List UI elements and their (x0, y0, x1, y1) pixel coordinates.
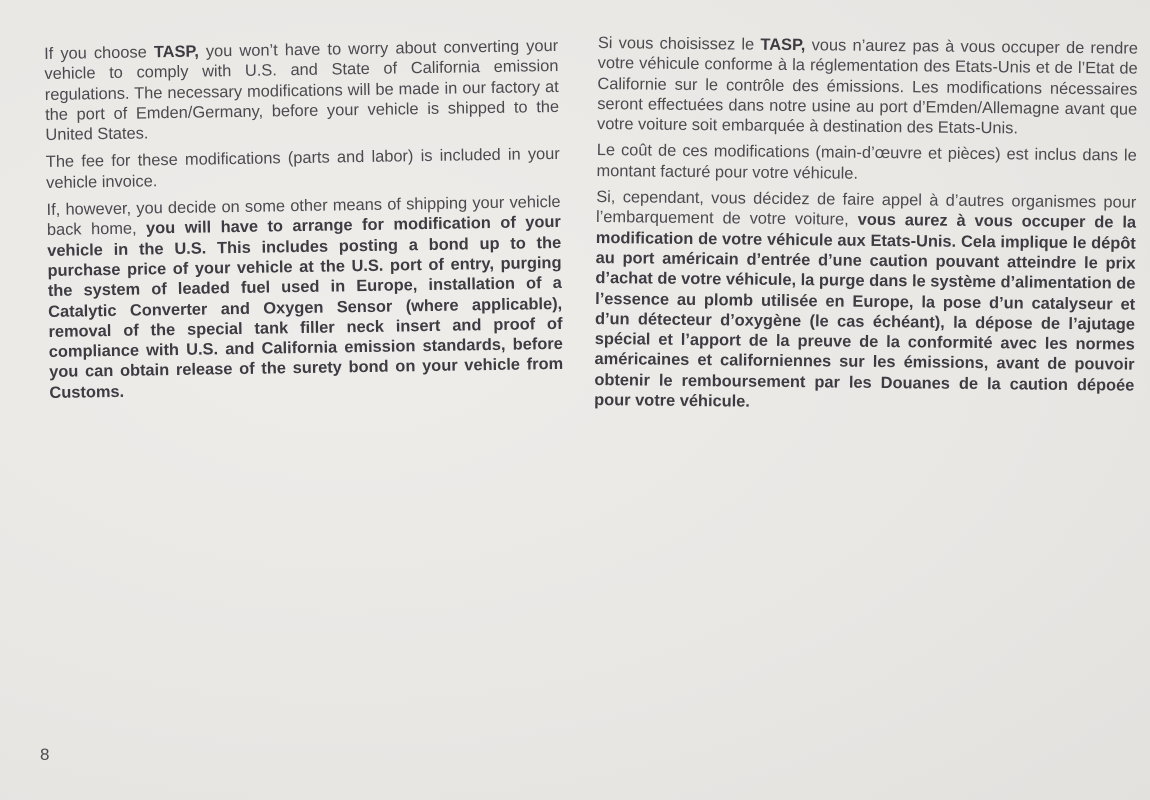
french-p1-tasp: TASP, (760, 35, 806, 55)
french-column (594, 33, 1138, 422)
french-p3-bold-text: vous aurez à vous occuper de la modification de votre véhicule aux Etats-Unis. Cela implique le dépôt au port américain d’entrée d’une caution pouvant atteindre le prix d’achat de votre véhicule, la purge dans le système d’alimentation de l’essence au plomb utilisée en Europe, la pose d’un catalyseur et d’un détecteur d’oxygène (le cas échéant), la dépose de l’ajutage spécial et l’apport de la preuve de la conformité avec les normes américaines et californiennes sur les émissions, avant de pouvoir obtenir le remboursement par les Douanes de la caution dépoée pour votre véhicule. (594, 211, 1137, 411)
english-p1-text-end: you won’t have to worry about converting your vehicle to comply with U.S. and State of California emission regulations. The necessary modifications will be made in our factory at the port of Emden/Germany, before your vehicle is shipped to the United States. (44, 36, 560, 145)
page-number: 8 (40, 745, 50, 764)
english-p1-text-start: If you choose (44, 43, 155, 63)
french-p1-text-end: vous n’aurez pas à vous occuper de rendre votre véhicule conforme à la réglementation des Etats-Unis et de l’Etat de Californie sur le contrôle des émissions. Les modifications nécessaires seront effectuées dans notre usine au port d’Emden/Allemagne avant que votre voiture soit embarquée à destination des Etats-Unis. (596, 36, 1138, 138)
french-p1-text-start: Si vous choisissez le (597, 33, 761, 54)
english-paragraph-2: The fee for these modifications (parts and labor) is included in your vehicle invoice. (45, 145, 560, 192)
english-paragraph-3 (46, 192, 563, 403)
english-p3-bold-text: you will have to arrange for modification of your vehicle in the U.S. This includes posting a bond up to the purchase price of your vehicle at the U.S. port of entry, purging the system of leaded fuel used in Europe, installation of a Catalytic Converter and Oxygen Sensor (where applicable), removal of the special tank filler neck insert and proof of compliance with U.S. and California emission standards, before you can obtain release of the surety bond on your vehicle from Customs. (47, 213, 564, 402)
french-paragraph-2: Le coût de ces modifications (main-d’œuvre et pièces) est inclus dans le montant facturé pour votre véhicule. (596, 141, 1137, 183)
french-paragraph-3 (594, 187, 1136, 416)
english-paragraph-1 (44, 36, 560, 146)
french-paragraph-1 (597, 33, 1138, 140)
english-p3-text-start: If, however, you decide on some other means of shipping your vehicle back home, (46, 192, 561, 240)
french-p3-text-start: Si, cependant, vous décidez de faire appel à d’autres organismes pour l’embarquement de votre voiture, (595, 188, 1137, 230)
english-column (44, 36, 564, 410)
english-p1-tasp: TASP, (153, 42, 199, 62)
